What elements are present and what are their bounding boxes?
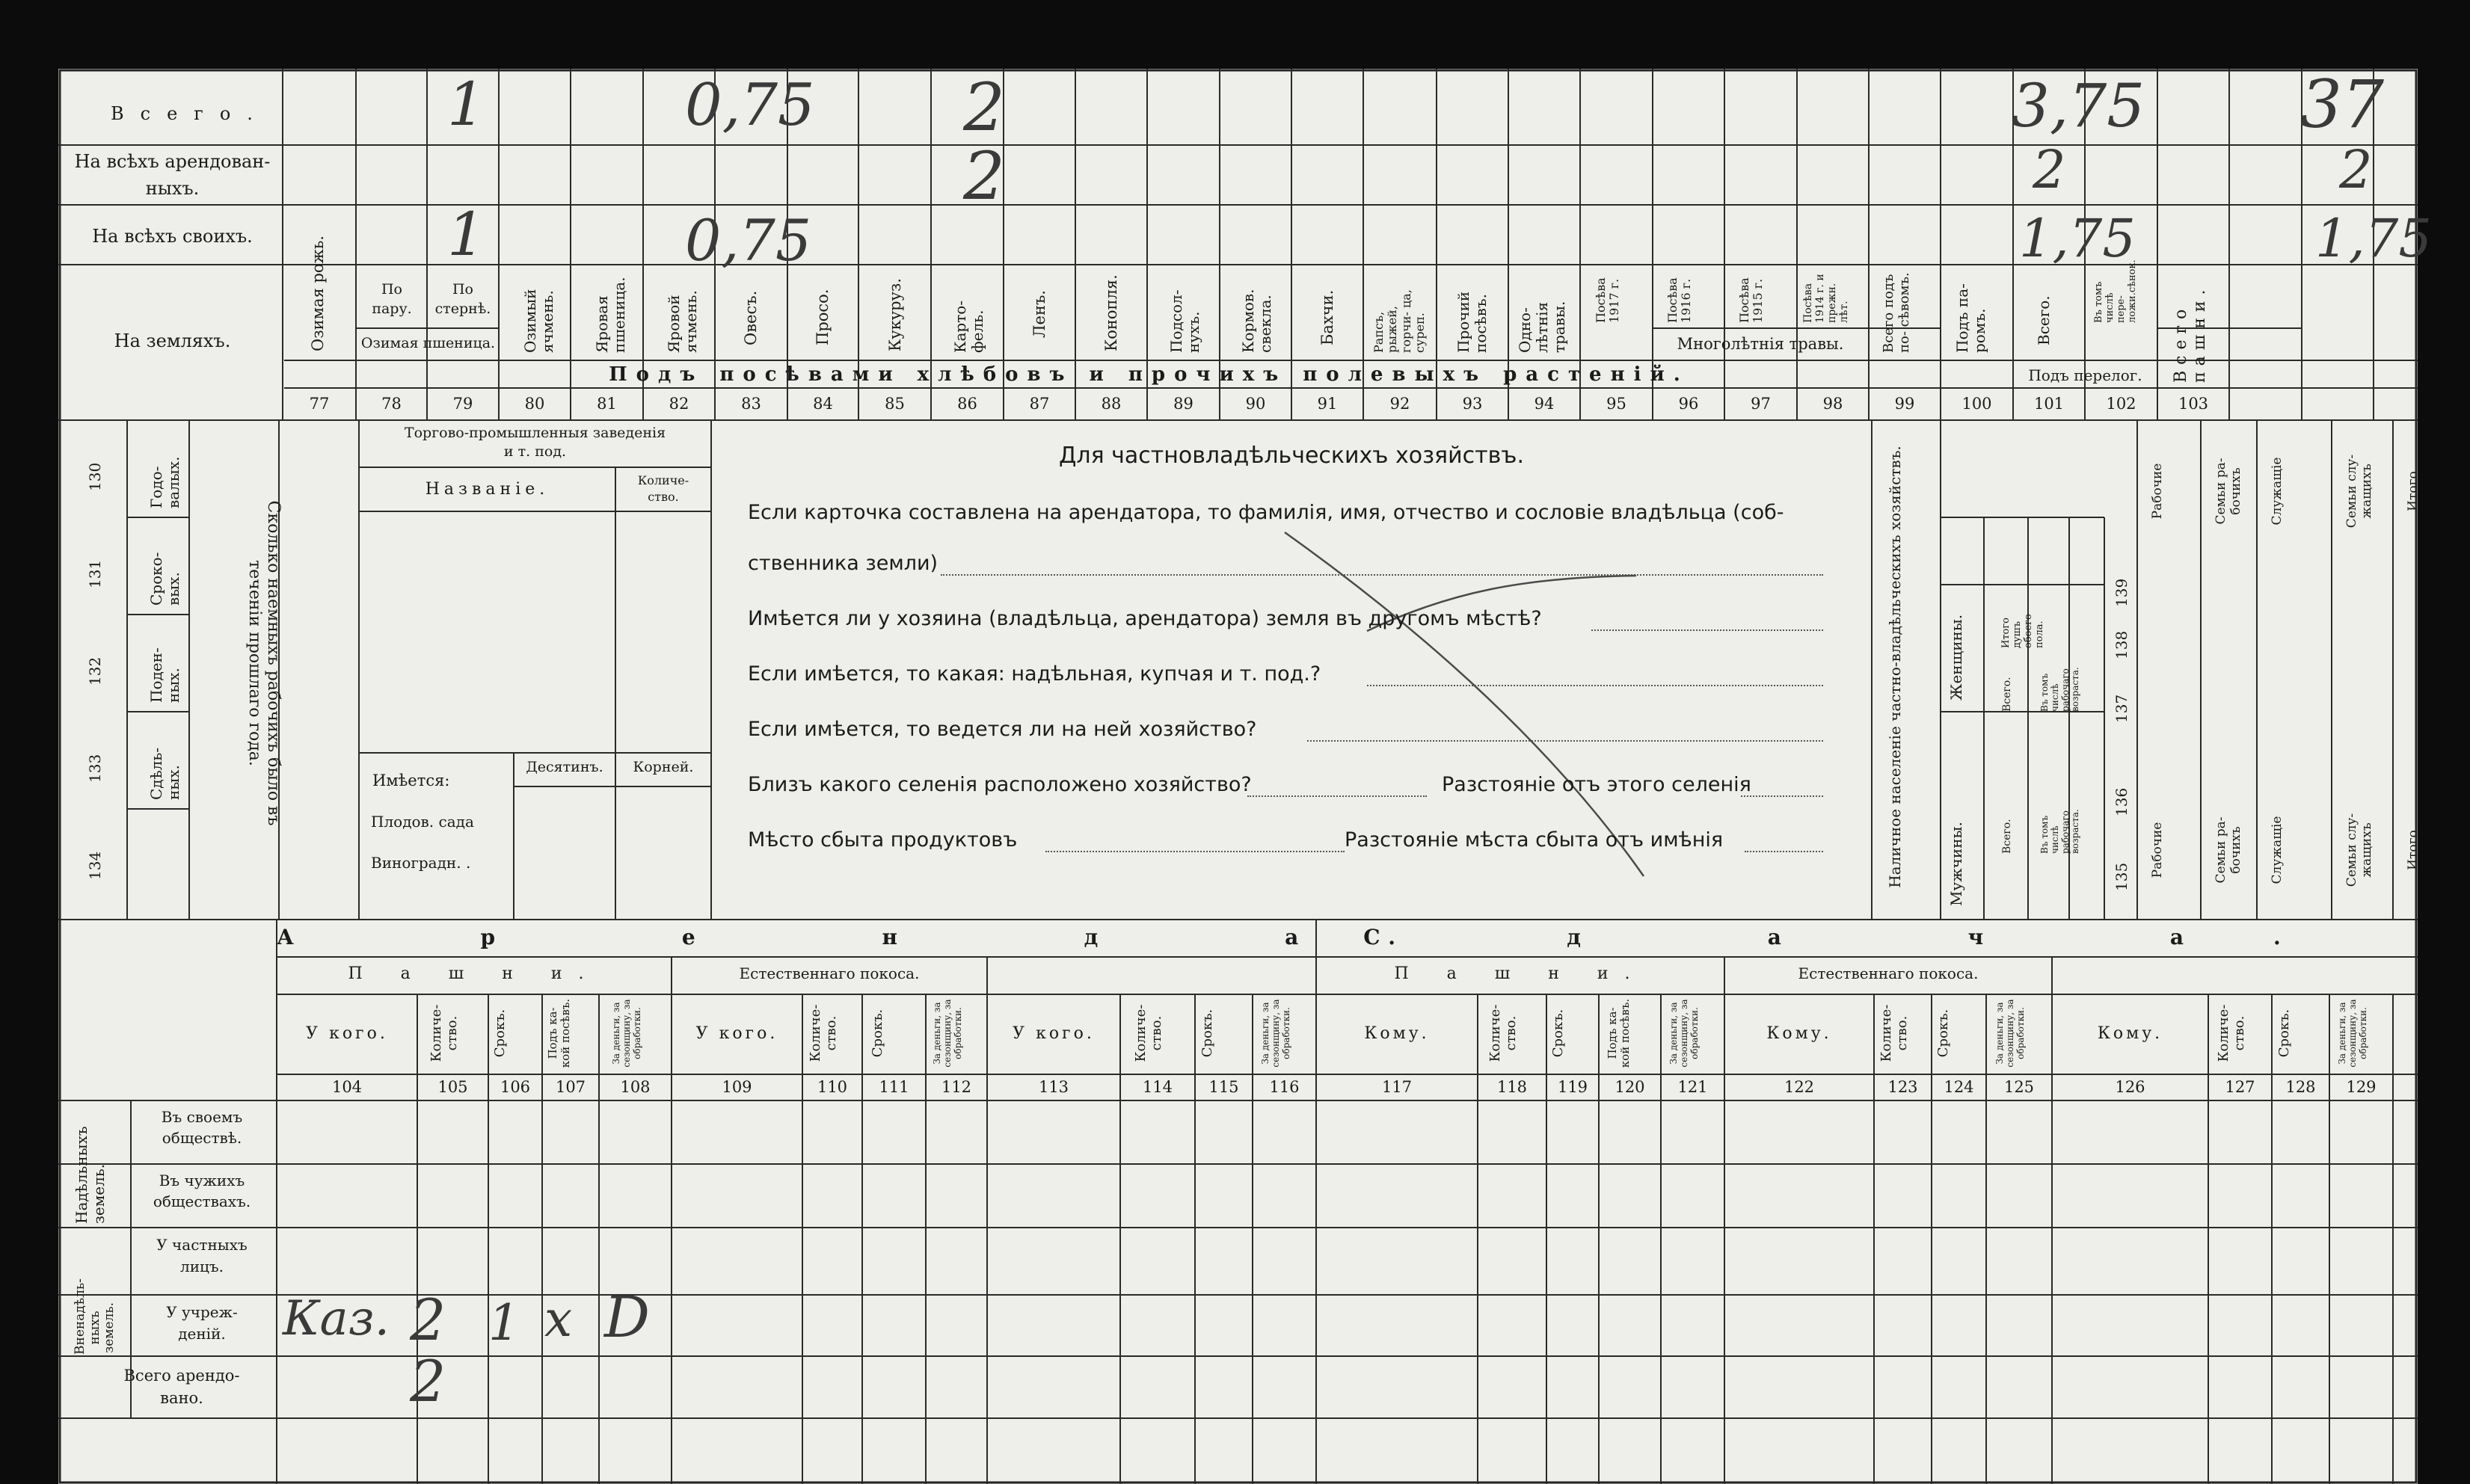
arenda-num-119: 119: [1557, 1078, 1588, 1096]
private-q5: Близъ какого селенія расположено хозяйство?: [748, 773, 1252, 796]
lbl-v-svoem-1: Въ своемъ: [161, 1108, 243, 1126]
lbl-v-chuzhikh-2: обществахъ.: [153, 1192, 251, 1210]
col-number-82: 82: [669, 395, 689, 413]
hdr-vsego-pod-posev: Всего подъ по- сѣвомъ.: [1881, 272, 1912, 353]
col-number-91: 91: [1317, 395, 1338, 413]
row-label-svoikh: На всѣхъ своихъ.: [92, 226, 253, 247]
hdr-kormov-svekla: Кормов. свекла.: [1239, 289, 1274, 353]
arenda-head-u_kogo-5: У кого.: [695, 1024, 778, 1043]
hdr-oves: Овесъ.: [742, 290, 760, 345]
hw-svoikh-1: 1: [447, 200, 485, 269]
hdr-proso: Просо.: [814, 289, 832, 345]
arenda-num-105: 105: [437, 1078, 468, 1096]
hdr-bakhchi: Бахчи.: [1318, 289, 1336, 345]
arenda-num-123: 123: [1887, 1078, 1918, 1096]
hdr-po-sterne-2: стернѣ.: [434, 301, 491, 317]
arenda-num-128: 128: [2285, 1078, 2316, 1096]
col-number-77: 77: [309, 395, 330, 413]
arenda-num-126: 126: [2115, 1078, 2145, 1096]
private-q5b-line: [1741, 795, 1823, 797]
hw-u-x: х: [544, 1290, 573, 1348]
col-number-93: 93: [1462, 395, 1483, 413]
hw-vsego-375: 3,75: [2012, 71, 2145, 141]
arenda-head-pod_kakoy-16: Подъ ка- кой посѣвъ.: [1605, 998, 1632, 1068]
hdr-posevy-1916: Посѣва 1916 г.: [1665, 277, 1694, 323]
hw-right-175: 1,75: [2315, 208, 2432, 269]
arenda-head-komu-18: Кому.: [1766, 1024, 1832, 1043]
hw-page-number: 37: [2300, 66, 2384, 143]
private-q4-line: [1307, 740, 1823, 742]
lbl-vsego-arend-1: Всего арендо-: [123, 1367, 240, 1385]
arenda-num-117: 117: [1381, 1078, 1413, 1096]
hw-vsego-1: 1: [447, 70, 485, 139]
arenda-num-111: 111: [879, 1078, 909, 1096]
pop-col-top-2: Служащіе: [2270, 457, 2285, 526]
pop-col-bottom-3: Семьи слу- жащихъ: [2344, 813, 2374, 887]
lbl-skolko-rabochikh: Сколько наемныхъ рабочихъ было въ теченіи прошлаго года.: [245, 500, 283, 826]
arenda-num-104: 104: [331, 1078, 363, 1096]
hdr-raps: Рапсъ, рыжей, горчи- ца, суреп.: [1371, 289, 1428, 353]
col-number-102: 102: [2106, 395, 2136, 413]
hw-svoikh-075: 0,75: [685, 207, 812, 274]
arenda-num-107: 107: [555, 1078, 586, 1096]
pop-num-136: 136: [2113, 787, 2130, 816]
hdr-posevy-1917: Посѣва 1917 г.: [1594, 277, 1622, 323]
trade-kolichestvo-1: Количе-: [637, 473, 689, 487]
private-q2-line: [1591, 629, 1823, 631]
worker-num-131: 131: [86, 559, 104, 588]
arenda-head-za_dengi-8: За деньги, за сезонщину, за обработки.: [932, 999, 963, 1068]
worker-num-133: 133: [86, 754, 104, 783]
arenda-num-110: 110: [817, 1078, 848, 1096]
hw-svoikh-175: 1,75: [2019, 208, 2136, 269]
arenda-head-srok-11: Срокъ.: [1199, 1009, 1215, 1058]
col-number-88: 88: [1101, 395, 1122, 413]
hdr-posevy-1915: Посѣва 1915 г.: [1737, 277, 1766, 323]
arenda-num-106: 106: [500, 1078, 531, 1096]
hdr-mnogolet: Многолѣтнія травы.: [1677, 335, 1844, 353]
col-number-98: 98: [1822, 395, 1843, 413]
arenda-num-118: 118: [1496, 1078, 1528, 1096]
hdr-ozim-pshen: Озимая пшеница.: [360, 335, 496, 351]
arenda-num-109: 109: [722, 1078, 752, 1096]
col-number-86: 86: [957, 395, 977, 413]
arenda-head-za_dengi-4: За деньги, за сезонщину, за обработки.: [610, 999, 642, 1068]
lbl-vsego-arend-2: вано.: [160, 1389, 203, 1407]
private-q6b-line: [1745, 851, 1823, 852]
hdr-prochiy: Прочий посѣвъ.: [1454, 291, 1490, 353]
pop-col-top-3: Семьи слу- жащихъ: [2344, 454, 2374, 529]
hw-kaz: Каз.: [283, 1291, 390, 1346]
hdr-vsego-pashni: Всего пашни.: [2172, 283, 2210, 383]
lbl-sdelnykh: Сдѣль- ных.: [147, 747, 182, 800]
trade-title-2: и т. под.: [503, 443, 567, 460]
col-number-89: 89: [1173, 395, 1193, 413]
col-number-83: 83: [741, 395, 761, 413]
arenda-head-kolich-14: Количе- ство.: [1487, 1004, 1519, 1062]
pop-zh-vsego: Всего.: [2001, 677, 2013, 712]
private-q2: Имѣется ли у хозяина (владѣльца, арендатора) земля въ другомъ мѣстѣ?: [748, 607, 1542, 630]
arenda-num-116: 116: [1269, 1078, 1300, 1096]
pop-itogo-dush: Итого душъ обоего пола.: [2000, 614, 2045, 648]
arenda-head-komu-22: Кому.: [2097, 1024, 2163, 1043]
lbl-vnenadel: Вненадѣль- ныхъ земель.: [73, 1278, 117, 1355]
col-number-90: 90: [1245, 395, 1266, 413]
arenda-num-120: 120: [1615, 1078, 1645, 1096]
private-title: Для частновладѣльческихъ хозяйствъ.: [1058, 443, 1524, 469]
private-q3: Если имѣется, то какая: надѣльная, купчая и т. под.?: [748, 662, 1321, 686]
worker-num-130: 130: [86, 462, 104, 491]
sdacha-title: С д а ч а.: [1363, 925, 2371, 949]
pop-col-bottom-0: Рабочие: [2150, 822, 2165, 878]
arenda-num-114: 114: [1142, 1078, 1173, 1096]
arenda-head-srok-24: Срокъ.: [2276, 1009, 2292, 1058]
col-number-79: 79: [452, 395, 473, 413]
arenda-head-kolich-6: Количе- ство.: [808, 1004, 839, 1062]
pop-zhenshchiny: Женщины.: [1947, 614, 1965, 701]
lbl-srokovykh: Сроко- вых.: [147, 552, 182, 606]
col-number-97: 97: [1751, 395, 1771, 413]
col-number-96: 96: [1678, 395, 1699, 413]
pop-num-135: 135: [2113, 862, 2130, 891]
arenda-head-kolich-19: Количе- ство.: [1878, 1004, 1910, 1062]
private-q6: Мѣсто сбыта продуктовъ: [748, 828, 1018, 852]
hdr-len: Ленъ.: [1030, 290, 1048, 338]
col-number-84: 84: [813, 395, 833, 413]
col-number-101: 101: [2033, 395, 2065, 413]
trade-title-1: Торгово-промышленныя заведенія: [404, 425, 666, 441]
arenda-estestv-pokos: Естественнаго покоса.: [739, 964, 920, 982]
arenda-head-srok-2: Срокъ.: [492, 1009, 508, 1058]
hw-u-d: D: [604, 1284, 650, 1350]
worker-num-132: 132: [86, 656, 104, 686]
arenda-head-u_kogo-9: У кого.: [1013, 1024, 1095, 1043]
row-label-na-zemlyakh: На земляхъ.: [114, 330, 231, 351]
lbl-v-chuzhikh-1: Въ чужихъ: [159, 1172, 245, 1189]
private-q1-line: [941, 574, 1823, 576]
arenda-head-komu-13: Кому.: [1364, 1024, 1430, 1043]
hw-u-2: 2: [410, 1287, 446, 1353]
trade-imeetsya: Имѣется:: [372, 772, 450, 789]
arenda-head-srok-20: Срокъ.: [1935, 1009, 1951, 1058]
arenda-num-115: 115: [1208, 1078, 1239, 1096]
trade-plodov-sada: Плодов. сада: [371, 813, 474, 831]
hw-vsego-bot-2: 2: [410, 1348, 446, 1414]
hdr-posevy-1914: Посѣва 1914 г. и прежн. лѣт.: [1802, 274, 1851, 323]
hdr-odnolet: Одно- лѣтнія травы.: [1516, 301, 1568, 353]
arenda-num-113: 113: [1038, 1078, 1069, 1096]
col-number-100: 100: [1961, 395, 1992, 413]
hdr-kartofel: Карто- фель.: [951, 300, 986, 353]
col-number-81: 81: [597, 395, 617, 413]
lbl-godovykh: Годо- валых.: [147, 456, 182, 508]
hdr-pod-parom: Подъ па- ромъ.: [1953, 283, 1988, 353]
pop-m-v-tom-chisle: Въ томъ числѣ рабочаго возраста.: [2039, 809, 2081, 854]
private-q6b: Разстояніе мѣста сбыта отъ имѣнія: [1345, 828, 1724, 852]
pop-muzhchiny: Мужчины.: [1947, 822, 1965, 906]
pop-m-vsego: Всего.: [2001, 819, 2013, 854]
arenda-head-kolich-10: Количе- ство.: [1133, 1004, 1164, 1062]
pop-col-bottom-4: Итого: [2406, 830, 2421, 870]
arenda-pashni: П а ш н и.: [348, 964, 600, 983]
hdr-pod-posevami: Подъ посѣвами хлѣбовъ и прочихъ полевыхъ растеній.: [609, 363, 1689, 386]
pop-num-138: 138: [2113, 630, 2130, 659]
lbl-u-chastnykh-2: лицъ.: [180, 1257, 224, 1275]
trade-nazvanie: Названіе.: [425, 480, 550, 499]
arenda-num-127: 127: [2225, 1078, 2255, 1096]
pop-col-top-4: Итого: [2406, 471, 2421, 511]
hdr-kukuruza: Кукуруз.: [886, 277, 904, 351]
private-q3-line: [1367, 685, 1823, 686]
arenda-num-125: 125: [2003, 1078, 2035, 1096]
pop-col-bottom-1: Семьи ра- бочихъ: [2214, 816, 2243, 884]
arenda-head-za_dengi-21: За деньги, за сезонщину, за обработки.: [1994, 999, 2026, 1068]
hdr-yarov-pshen: Яровая пшеница.: [593, 277, 628, 353]
trade-vinogradn: Виноградн. .: [371, 854, 471, 872]
sdacha-estestv-pokos: Естественнаго покоса.: [1798, 964, 1979, 982]
hdr-vsego-perelog: Всего.: [2035, 295, 2053, 345]
arenda-num-122: 122: [1784, 1078, 1815, 1096]
private-q6-line: [1045, 851, 1345, 852]
hw-arend-2-right: 2: [2033, 139, 2066, 200]
arenda-head-srok-15: Срокъ.: [1550, 1009, 1566, 1058]
hw-right-2: 2: [2339, 139, 2373, 200]
hdr-po-paru-1: По: [381, 281, 402, 298]
private-q1a: Если карточка составлена на арендатора, то фамилія, имя, отчество и сословіе владѣльца (соб-: [748, 501, 1784, 524]
arenda-num-112: 112: [941, 1078, 972, 1096]
row-label-arend-1: На всѣхъ арендован-: [74, 151, 271, 172]
arenda-head-srok-7: Срокъ.: [869, 1009, 885, 1058]
arenda-num-124: 124: [1944, 1078, 1974, 1096]
arenda-head-u_kogo-0: У кого.: [306, 1024, 388, 1043]
private-q5-line: [1247, 795, 1427, 797]
hw-u-1: 1: [488, 1294, 520, 1352]
col-number-78: 78: [381, 395, 402, 413]
hdr-po-paru-2: пару.: [372, 301, 412, 317]
lbl-u-uchrezhd-1: У учреж-: [166, 1303, 238, 1321]
arenda-num-108: 108: [620, 1078, 651, 1096]
hw-vsego-2: 2: [963, 69, 1005, 146]
col-number-94: 94: [1534, 395, 1555, 413]
arenda-title: А р е н д а.: [277, 925, 1485, 949]
lbl-v-svoem-2: обществѣ.: [162, 1129, 242, 1147]
lbl-nadelnykh: Надѣльныхъ земель.: [73, 1126, 108, 1224]
hw-arend-2: 2: [963, 138, 1005, 215]
pop-num-137: 137: [2113, 694, 2130, 723]
arenda-head-kolich-23: Количе- ство.: [2215, 1004, 2247, 1062]
private-q1b: ственника земли): [748, 552, 938, 575]
col-number-87: 87: [1029, 395, 1050, 413]
arenda-num-129: 129: [2346, 1078, 2377, 1096]
lbl-u-chastnykh-1: У частныхъ: [156, 1236, 248, 1254]
lbl-u-uchrezhd-2: деній.: [178, 1325, 226, 1343]
hdr-konoplya: Конопля.: [1102, 274, 1120, 351]
col-number-80: 80: [524, 395, 545, 413]
col-number-95: 95: [1606, 395, 1626, 413]
hdr-podsolnukh: Подсол- нухъ.: [1167, 289, 1202, 353]
hdr-po-sterne-1: По: [452, 281, 473, 298]
pop-zh-v-tom-chisle: Въ томъ числѣ рабочаго возраста.: [2039, 667, 2081, 712]
arenda-head-za_dengi-25: За деньги, за сезонщину, за обработки.: [2336, 999, 2368, 1068]
trade-desyatin: Десятинъ.: [526, 759, 603, 775]
arenda-head-za_dengi-12: За деньги, за сезонщину, за обработки.: [1259, 999, 1291, 1068]
pop-col-top-0: Рабочие: [2150, 463, 2165, 520]
trade-korney: Корней.: [633, 759, 694, 775]
hw-vsego-075: 0,75: [685, 72, 815, 139]
worker-num-134: 134: [86, 851, 104, 880]
private-q4: Если имѣется, то ведется ли на ней хозяйство?: [748, 718, 1257, 741]
trade-kolichestvo-2: ство.: [648, 490, 679, 504]
hdr-ozim-yachm: Озимый ячмень.: [521, 289, 556, 353]
pop-title: Наличное населеніе частно-владѣльческихъ хозяйствъ.: [1886, 446, 1904, 888]
arenda-head-pod_kakoy-3: Подъ ка- кой посѣвъ.: [546, 998, 573, 1068]
arenda-head-za_dengi-17: За деньги, за сезонщину, за обработки.: [1668, 999, 1700, 1068]
lbl-podennykh: Поден- ных.: [147, 647, 182, 703]
col-number-99: 99: [1894, 395, 1915, 413]
private-q5b: Разстояніе отъ этого селенія: [1442, 773, 1751, 796]
pop-col-top-1: Семьи ра- бочихъ: [2214, 458, 2243, 525]
hdr-yarov-yachm: Яровой ячмень.: [665, 290, 700, 353]
hdr-v-tom-chisle: Въ томъ числѣ пере- ложи.сѣнок.: [2093, 259, 2138, 323]
hdr-pod-perelog: Подъ перелог.: [2028, 366, 2142, 384]
sdacha-pashni: П а ш н и.: [1394, 964, 1647, 983]
row-label-vsego: Всего.: [111, 103, 269, 124]
col-number-85: 85: [885, 395, 905, 413]
pop-num-139: 139: [2113, 578, 2130, 607]
census-card: [58, 66, 2432, 1484]
col-number-103: 103: [2178, 395, 2209, 413]
col-number-92: 92: [1389, 395, 1410, 413]
hdr-ozim-rozh: Озимая рожь.: [309, 235, 327, 351]
arenda-num-121: 121: [1677, 1078, 1708, 1096]
arenda-head-kolich-1: Количе- ство.: [428, 1004, 460, 1062]
row-label-arend-2: ныхъ.: [145, 178, 200, 199]
pop-col-bottom-2: Служащіе: [2270, 816, 2285, 884]
